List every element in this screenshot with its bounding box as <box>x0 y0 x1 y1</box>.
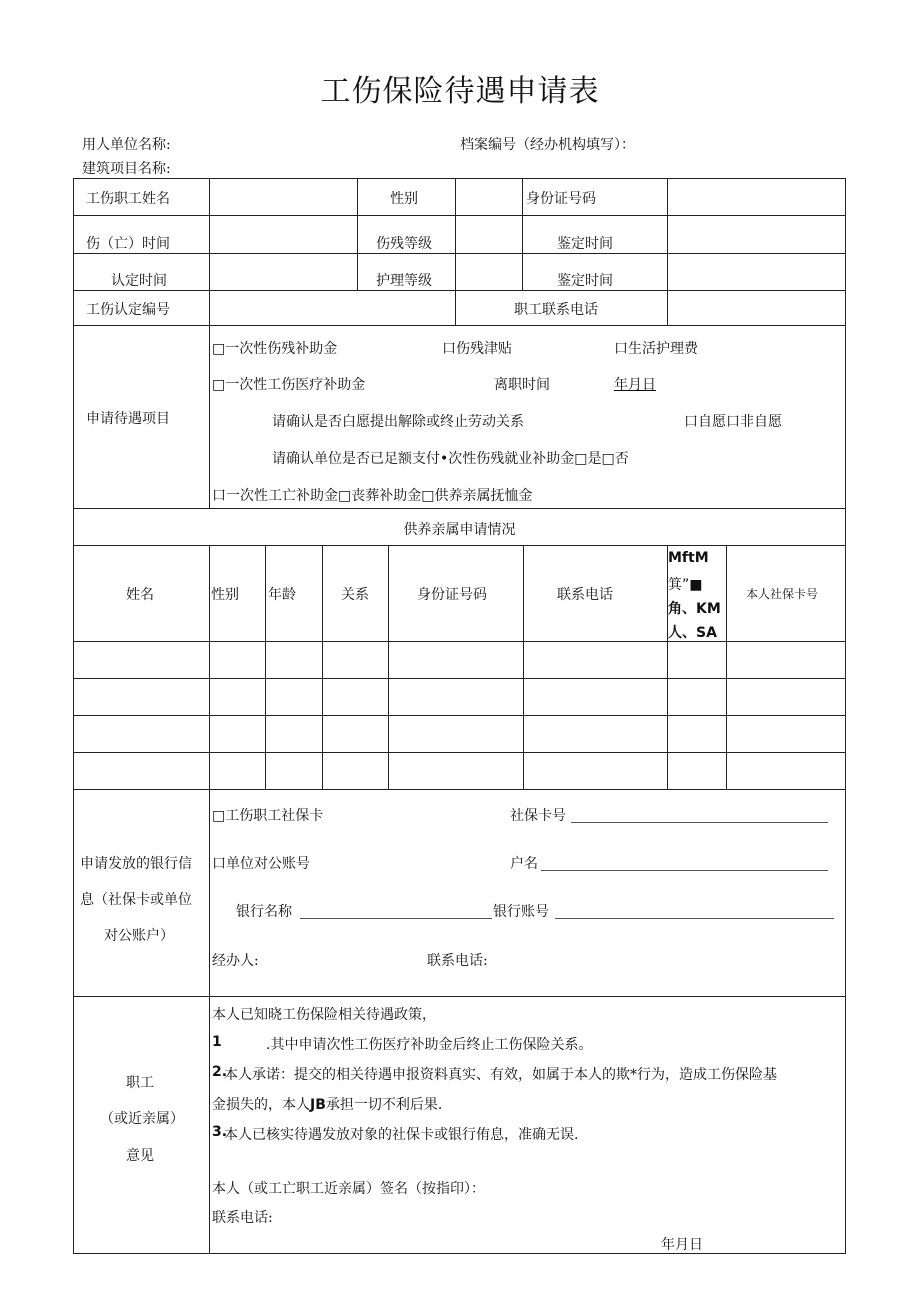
bank-info-label-3: 对公账户） <box>104 928 174 944</box>
bank-contact-label: 联系电话: <box>427 953 488 969</box>
dep-header-age: 年龄 <box>268 587 296 603</box>
dep-header-gender: 性别 <box>211 587 239 603</box>
dep-header-garbled-1: MftM <box>668 550 709 566</box>
opinion-label-3: 意见 <box>126 1148 154 1164</box>
bank-account-line[interactable] <box>555 918 834 919</box>
project-label: 建筑项目名称: <box>82 161 171 177</box>
care-fee-option[interactable]: 口生活护理费 <box>614 341 698 357</box>
opinion-line-2b-jb: JB <box>310 1097 326 1113</box>
leave-time-label: 离职时间 <box>494 377 550 393</box>
disability-subsidy-option[interactable]: 口伤残津贴 <box>442 341 512 357</box>
bank-name-label: 银行名称 <box>236 904 292 920</box>
bank-account-label: 银行账号 <box>493 904 549 920</box>
bank-info-label-2: 息（社保卡或单位 <box>80 892 192 908</box>
social-card-number-label: 社保卡号 <box>510 808 566 824</box>
account-name-line[interactable] <box>541 870 828 871</box>
id-number-label: 身份证号码 <box>526 191 596 207</box>
voluntary-options[interactable]: 口自愿口非自愿 <box>684 414 782 430</box>
disability-level-label: 伤残等级 <box>376 236 432 252</box>
appraisal-time-label-2: 鉴定时间 <box>557 273 613 289</box>
opinion-line-2b <box>212 1094 442 1114</box>
employer-label: 用人单位名称: <box>82 137 171 153</box>
disability-allowance-option[interactable]: □一次性伤残补助金 <box>212 341 338 357</box>
signature-label[interactable]: 本人（或工亡职工近亲属）签名（按指印）： <box>212 1181 485 1197</box>
handler-label: 经办人: <box>212 953 259 969</box>
termination-question: 请确认是否白愿提出解除或终止劳动关系 <box>272 414 524 430</box>
care-level-label: 护理等级 <box>376 273 432 289</box>
dep-header-phone: 联系电话 <box>557 587 613 603</box>
injured-name-label: 工伤职工姓名 <box>86 191 170 207</box>
opinion-number-3: 3. <box>212 1124 228 1140</box>
opinion-line-2b-part2: 承担一切不利后果. <box>325 1097 443 1113</box>
opinion-label-1: 职工 <box>126 1075 154 1091</box>
death-benefit-options[interactable]: 口一次性工亡补助金□丧葬补助金□供养亲属抚恤金 <box>212 488 533 504</box>
opinion-policy-line: 本人已知晓工伤保险相关待遇政策， <box>212 1007 436 1023</box>
corporate-account-option[interactable]: 口单位对公账号 <box>212 856 310 872</box>
opinion-line-2b-part1: 金损失的，本人 <box>212 1097 310 1113</box>
social-card-option[interactable]: □工伤职工社保卡 <box>212 808 324 824</box>
employee-phone-label: 职工联系电话 <box>514 302 598 318</box>
dep-header-id: 身份证号码 <box>417 587 487 603</box>
page-title: 工伤保险待遇申请表 <box>320 74 600 109</box>
account-name-label: 户名 <box>510 856 538 872</box>
dep-header-garbled-4: 人、SA <box>668 625 717 641</box>
opinion-line-2a: 本人承诺：提交的相关待遇申报资料真实、有效，如属于本人的欺*行为，造成工伤保险基 <box>224 1067 777 1083</box>
opinion-number-1: 1 <box>212 1034 222 1050</box>
medical-allowance-option[interactable]: □一次性工伤医疗补助金 <box>212 377 366 393</box>
appraisal-time-label: 鉴定时间 <box>557 236 613 252</box>
bank-name-line[interactable] <box>300 918 492 919</box>
archive-number-label: 档案编号（经办机构填写）： <box>460 137 635 153</box>
confirm-time-label: 认定时间 <box>111 273 167 289</box>
injury-time-label: 伤（亡）时间 <box>86 236 170 252</box>
certification-number-label: 工伤认定编号 <box>86 302 170 318</box>
employment-allowance-question[interactable]: 请确认单位是否已足额支付•次性伤残就业补助金□是□否 <box>272 451 629 467</box>
opinion-label-2: （或近亲属） <box>100 1111 184 1127</box>
opinion-line-1: .其中申请次性工伤医疗补助金后终止工伤保险关系。 <box>266 1037 593 1053</box>
gender-label: 性别 <box>390 191 418 207</box>
social-card-number-line[interactable] <box>571 822 828 823</box>
dep-header-name: 姓名 <box>126 587 154 603</box>
leave-date: 年月日 <box>614 377 656 393</box>
opinion-date: 年月日 <box>661 1237 703 1253</box>
dep-header-social-card: 本人社保卡号 <box>746 587 819 601</box>
dep-header-garbled-3: 角、KM <box>668 601 721 617</box>
dependents-section-title: 供养亲属申请情况 <box>403 522 516 538</box>
opinion-line-3: 本人已核实待遇发放对象的社保卡或银行侑息，准确无误. <box>224 1127 579 1143</box>
opinion-number-2: 2. <box>212 1064 228 1080</box>
dep-header-relation: 关系 <box>341 587 369 603</box>
bank-info-label-1: 申请发放的银行信 <box>80 856 192 872</box>
opinion-contact-label: 联系电话: <box>212 1210 273 1226</box>
dep-header-garbled-2: 箕”■ <box>668 577 703 593</box>
benefit-items-label: 申请待遇项目 <box>86 411 170 427</box>
